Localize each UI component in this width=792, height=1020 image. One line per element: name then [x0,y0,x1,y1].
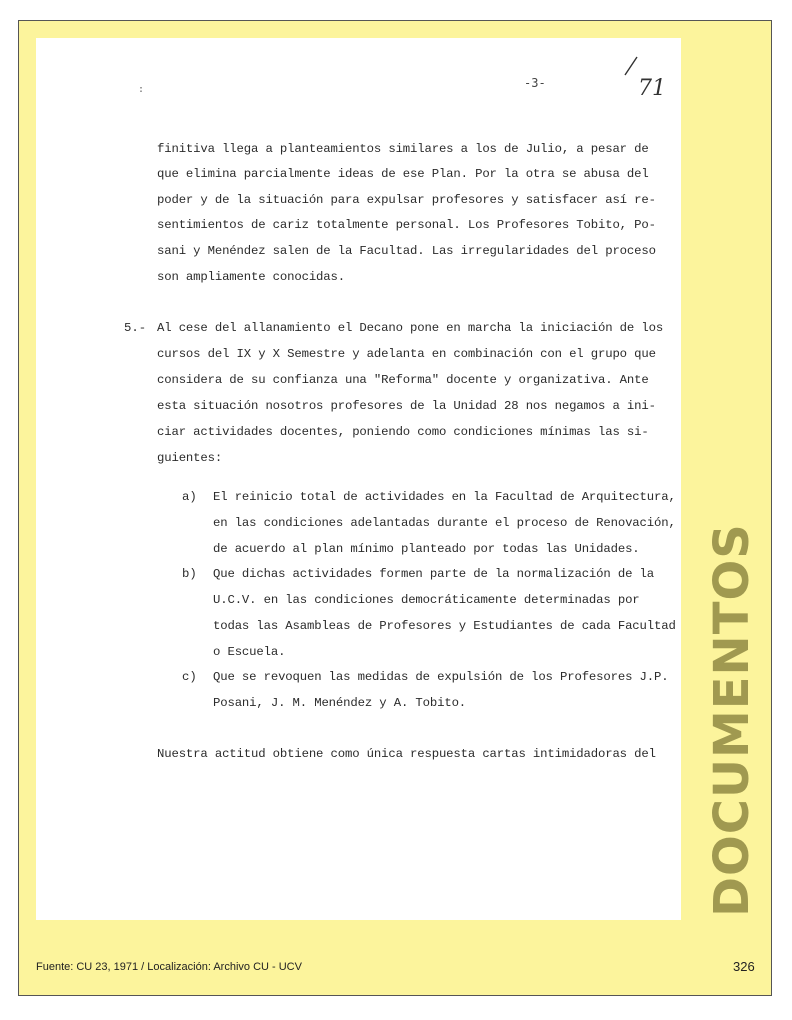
list-item-line: El reinicio total de actividades en la Facultad de Arquitectura, [213,490,676,504]
list-item-line: Que se revoquen las medidas de expulsión de los Profesores J.P. [213,670,669,684]
handwritten-slash-mark [622,55,640,77]
paragraph-2-line: Al cese del allanamiento el Decano pone en marcha la iniciación de los [157,321,664,335]
paragraph-2-line: cursos del IX y X Semestre y adelanta en combinación con el grupo que [157,347,656,361]
list-item-line: Posani, J. M. Menéndez y A. Tobito. [213,696,467,710]
footer-source-caption: Fuente: CU 23, 1971 / Localización: Archivo CU - UCV [36,961,302,973]
footer-page-number: 326 [733,959,755,974]
list-item-line: en las condiciones adelantadas durante el proceso de Renovación, [213,516,676,530]
list-item-marker: a) [182,490,197,504]
paragraph-2-line: guientes: [157,451,223,465]
scan-speck: : [138,84,145,95]
sidebar-section-title: DOCUMENTOS [704,523,760,917]
paragraph-2-number: 5.- [124,321,147,335]
list-item-marker: c) [182,670,197,684]
paragraph-2-line: considera de su confianza una "Reforma" docente y organizativa. Ante [157,373,649,387]
paragraph-1-line: sentimientos de cariz totalmente personal. Los Profesores Tobito, Po- [157,218,656,232]
paragraph-1-line: que elimina parcialmente ideas de ese Plan. Por la otra se abusa del [157,167,649,181]
handwritten-folio-number: 71 [638,76,666,101]
document-page-number: -3- [524,76,546,90]
list-item-line: o Escuela. [213,645,286,659]
paragraph-2-line: ciar actividades docentes, poniendo como condiciones mínimas las si- [157,425,649,439]
list-item-line: todas las Asambleas de Profesores y Estudiantes de cada Facultad [213,619,676,633]
list-item-line: U.C.V. en las condiciones democráticamente determinadas por [213,593,640,607]
list-item-marker: b) [182,567,197,581]
paragraph-1-line: sani y Menéndez salen de la Facultad. Las irregularidades del proceso [157,244,656,258]
paragraph-1-line: finitiva llega a planteamientos similares a los de Julio, a pesar de [157,142,649,156]
paragraph-1-line: son ampliamente conocidas. [157,270,345,284]
closing-line: Nuestra actitud obtiene como única respuesta cartas intimidadoras del [157,747,656,761]
list-item-line: Que dichas actividades formen parte de la normalización de la [213,567,654,581]
list-item-line: de acuerdo al plan mínimo planteado por todas las Unidades. [213,542,640,556]
paragraph-1-line: poder y de la situación para expulsar profesores y satisfacer así re- [157,193,656,207]
paragraph-2-line: esta situación nosotros profesores de la Unidad 28 nos negamos a ini- [157,399,656,413]
